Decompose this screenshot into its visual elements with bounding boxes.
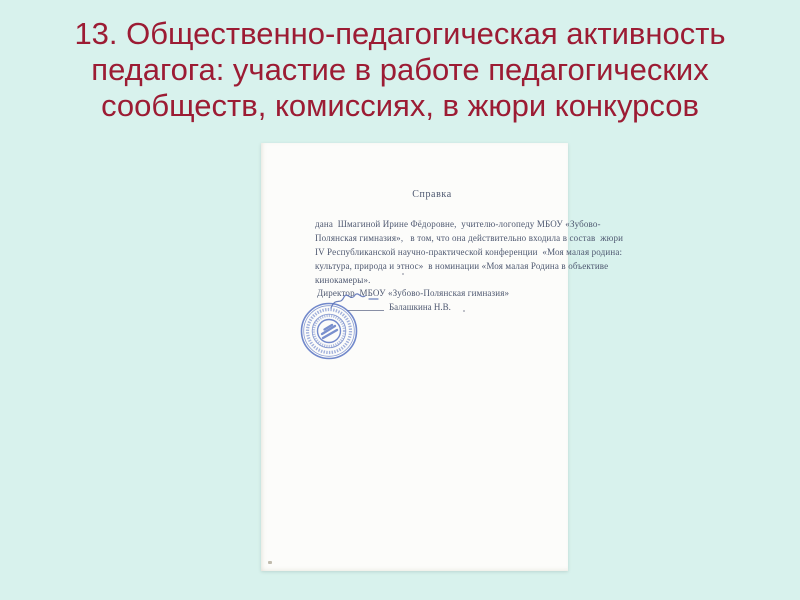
slide-title-line: сообществ, комиссиях, в жюри конкурсов — [101, 88, 699, 123]
certificate-body-line: дана Шмагиной Ирине Фёдоровне, учителю-логопеду МБОУ «Зубово- — [315, 219, 601, 229]
handwritten-signature — [327, 290, 385, 314]
scan-speck — [402, 273, 404, 275]
certificate-body-line: Полянская гимназия», в том, что она действительно входила в состав жюри — [315, 233, 624, 243]
certificate-body-line: культура, природа и этнос» в номинации «Моя малая Родина в объективе — [315, 261, 609, 271]
certificate-body — [315, 217, 624, 287]
certificate-body-line: IV Республиканской научно-практической конференции «Моя малая родина: — [315, 247, 623, 257]
certificate-heading: Справка — [412, 189, 452, 200]
director-line: Директор МБОУ «Зубово-Полянская гимназия» — [317, 288, 510, 298]
scan-speck — [268, 561, 272, 564]
scan-speck — [463, 310, 465, 312]
signature-name: Балашкина Н.В. — [389, 302, 451, 312]
scanned-certificate — [261, 143, 624, 571]
slide-title-line: педагога: участие в работе педагогических — [91, 52, 709, 87]
slide-title-line: 13. Общественно-педагогическая активность — [74, 16, 726, 51]
certificate-body-line: кинокамеры». — [315, 275, 371, 285]
slide-title — [0, 16, 800, 124]
